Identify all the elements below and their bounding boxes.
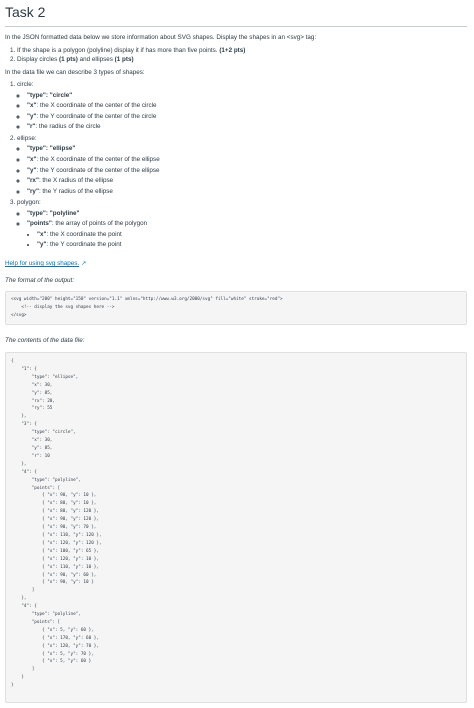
intro-text: In the JSON formatted data below we store information about SVG shapes. Display the shapes in an <svg> tag: [5, 34, 317, 41]
title-divider [5, 26, 467, 27]
circle-props [17, 91, 467, 133]
shape-type-polygon: 3. polygon: ◦ "type": "polyline" ◦ "points": the array of points of the polygon • "x": the X coordinate the point • "y": the Y coordinate the point [17, 199, 467, 250]
shape-type-circle: 1. circle: ◦ "type": "circle" ◦ "x": the X coordinate of the center of the circle ◦ "y": the Y coordinate of the center of the circle ◦ "r": the radius of the circle [17, 81, 467, 133]
data-code-block: { "1": { "type": "ellipse", "x": 30, "y": 85, "rx": 20, "ry": 55 }, "3": { "type": "circle", "x": 30, "y": 85, "r": 10 }, "4": { "type": "polyline", "points": [ { "x": 90, "y": 10 }, { "x": 80, "y": 10 }, { "x": 80, "y": 120 }, { "x": 90, "y": 120 }, { "x": 90, "y": 70 }, { "x": 110, "y": 120 }, { "x": 120, "y": 120 }, { "x": 100, "y": 65 }, { "x": 120, "y": 10 }, { "x": 110, "y": 10 }, { "x": 90, "y": 60 }, { "x": 90, "y": 10 } ] }, "4": { "type": "polyline", "points": [ { "x": 5, "y": 60 }, { "x": 170, "y": 60 }, { "x": 120, "y": 70 }, { "x": 5, "y": 70 }, { "x": 5, "y": 60 } ] } } [5, 352, 467, 703]
help-svg-shapes-link[interactable]: Help for using svg shapes. ↗ [5, 260, 87, 268]
requirement-item: 1. If the shape is a polygon (polyline) display it if has more than five points. (1+2 pts) [17, 47, 467, 56]
prop-item: ◦ "y": the Y coordinate of the center of the circle [27, 112, 467, 123]
ellipse-props [17, 144, 467, 197]
requirements-list [5, 47, 467, 64]
prop-item: ◦ "points": the array of points of the polygon • "x": the X coordinate the point • "y": the Y coordinate the point [27, 219, 467, 250]
prop-item: ◦ "r": the radius of the circle [27, 122, 467, 133]
external-link-icon: ↗ [81, 261, 87, 268]
prop-item: • "y": the Y coordinate the point [37, 240, 467, 250]
prop-item: ◦ "x": the X coordinate of the center of the circle [27, 101, 467, 112]
requirement-item: 2. Display circles (1 pts) and ellipses (1 pts) [17, 56, 467, 65]
types-intro: In the data file we can describe 3 types of shapes: [5, 69, 145, 76]
polygon-props [17, 209, 467, 250]
shape-types-list [5, 81, 467, 250]
output-code-block: <svg width="200" height="150" version="1.1" xmlns="http://www.w3.org/2000/svg" fill="white" stroke="red"> <!-- display the svg shapes here --> </svg> [5, 291, 467, 325]
prop-item: • "x": the X coordinate the point [37, 230, 467, 240]
prop-item: ◦ "y": the Y coordinate of the center of the ellipse [27, 166, 467, 177]
prop-item: ◦ "type": "ellipse" [27, 144, 467, 155]
prop-item: ◦ "type": "circle" [27, 91, 467, 102]
shape-type-ellipse: 2. ellipse: ◦ "type": "ellipse" ◦ "x": the X coordinate of the center of the ellipse ◦ "y": the Y coordinate of the center of the ellipse ◦ "rx": the X radius of the ellipse ◦ "ry": the Y radius of the ellipse [17, 135, 467, 197]
page-title: Task 2 [5, 4, 46, 20]
output-caption: The format of the output: [5, 277, 74, 285]
prop-item: ◦ "type": "polyline" [27, 209, 467, 220]
data-caption: The contents of the data file: [5, 337, 85, 345]
point-props [27, 230, 467, 250]
prop-item: ◦ "rx": the X radius of the ellipse [27, 176, 467, 187]
prop-item: ◦ "x": the X coordinate of the center of the ellipse [27, 155, 467, 166]
prop-item: ◦ "ry": the Y radius of the ellipse [27, 187, 467, 198]
